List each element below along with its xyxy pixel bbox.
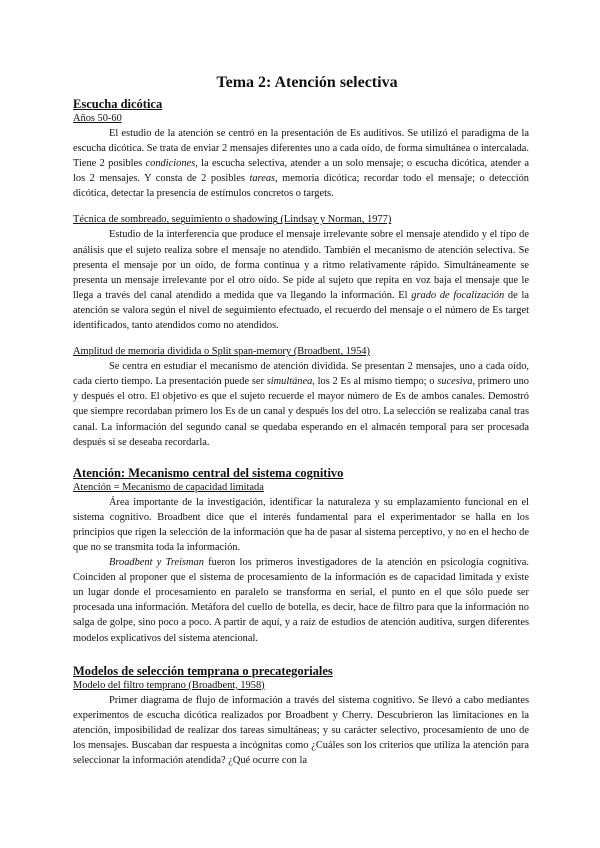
paragraph-shadowing: Estudio de la interferencia que produce el mensaje irrelevante sobre el mensaje atendido y el tipo de análisis que el sujeto realiza sobre el mensaje no atendido. También el mecanismo de atención selectiva. Se presenta el mensaje por un oído, de forma continua y a ritmo relativamente rápido. Simultáneamente se presenta un mensaje irrelevante por el otro oído. Se pide al sujeto que repita en voz baja el mensaje que le llega a través del canal atendido a medida que va llegando la información. El grado de focalización de la atención se valora según el nivel de seguimiento efectuado, el recuerdo del mensaje o el número de Es target identificados, tanto atendidos como no atendidos. <box>73 229 529 332</box>
subheading-split-span: Amplitud de memoria dividida o Split span-memory (Broadbent, 1954) <box>73 346 370 358</box>
paragraph-broadbent-treisman: Broadbent y Treisman fueron los primeros investigadores de la atención en psicología cognitiva. Coinciden al proponer que el sistema de procesamiento de la información es de capacidad limitada y existe un lugar donde el procesamiento en paralelo se transforma en serial, el punto en el que sólo puede ser procesada una información. Metáfora del cuello de botella, es decir, hace de filtro para que la información no salga de golpe, sino poco a poco. A partir de aquí, y a raíz de estudios de atención auditiva, surgen diferentes modelos explicativos del sistema atencional. <box>73 557 529 644</box>
subheading-filtro-temprano: Modelo del filtro temprano (Broadbent, 1958) <box>73 679 265 691</box>
paragraph-escucha-dicotica: El estudio de la atención se centró en la presentación de Es auditivos. Se utilizó el paradigma de la escucha dicótica. Se trata de enviar 2 mensajes diferentes uno a cada oído, de forma simultánea o intercalada. Tiene 2 posibles condiciones, la escucha selectiva, atender a un solo mensaje; o escucha dicótica, atender a los 2 mensajes. Y consta de 2 posibles tareas, memoria dicótica; recordar todo el mensaje; o detección dicótica, detectar la presencia de estímulos concretos o targets. <box>73 128 529 200</box>
section-heading-atencion-mecanismo: Atención: Mecanismo central del sistema cognitivo <box>73 465 344 480</box>
paragraph-filtro-temprano: Primer diagrama de flujo de información a través del sistema cognitivo. Se llevó a cabo mediantes experimentos de escucha dicótica realizados por Broadbent y Cherry. Descubrieron las limitaciones en la atención, imposibilidad de realizar dos tareas simultáneas; y su carácter selectivo, procesamiento de uno de los mensajes. Buscaban dar respuesta a incógnitas como ¿Cuáles son los criterios que utiliza la atención para seleccionar la información atendida? ¿Qué ocurre con la <box>73 694 529 766</box>
subheading-shadowing: Técnica de sombreado, seguimiento o shadowing (Lindsay y Norman, 1977) <box>73 214 392 226</box>
section-heading-modelos-seleccion: Modelos de selección temprana o precategoriales <box>73 663 333 678</box>
paragraph-area-importante: Área importante de la investigación, identificar la naturaleza y su emplazamiento funcional en el sistema cognitivo. Broadbent dice que el interés fundamental para el experimentador se halla en los principios que rigen la selección de la información que ha de pasar al sistema perceptivo, y no en el hecho de que no se transmita toda la información. <box>73 496 529 553</box>
section-heading-escucha-dicotica: Escucha dicótica <box>73 97 163 111</box>
subheading-capacidad-limitada: Atención = Mecanismo de capacidad limitada <box>73 481 264 493</box>
document-page <box>73 74 529 768</box>
document-title: Tema 2: Atención selectiva <box>216 74 398 91</box>
subheading-anos: Años 50-60 <box>73 113 122 124</box>
paragraph-split-span: Se centra en estudiar el mecanismo de atención dividida. Se presentan 2 mensajes, uno a cada oído, cada cierto tiempo. La presentación puede ser simultánea, los 2 Es al mismo tiempo; o sucesiva, primero uno y después el otro. El objetivo es que el sujeto recuerde el mayor número de Es de ambos canales. Demostró que siempre recordaban primero los Es de un canal y después los del otro. La selección se realizaba canal tras canal. La información del segundo canal se quedaba esperando en el almacén temporal para ser procesada después si se deseaba recordarla. <box>73 361 529 448</box>
